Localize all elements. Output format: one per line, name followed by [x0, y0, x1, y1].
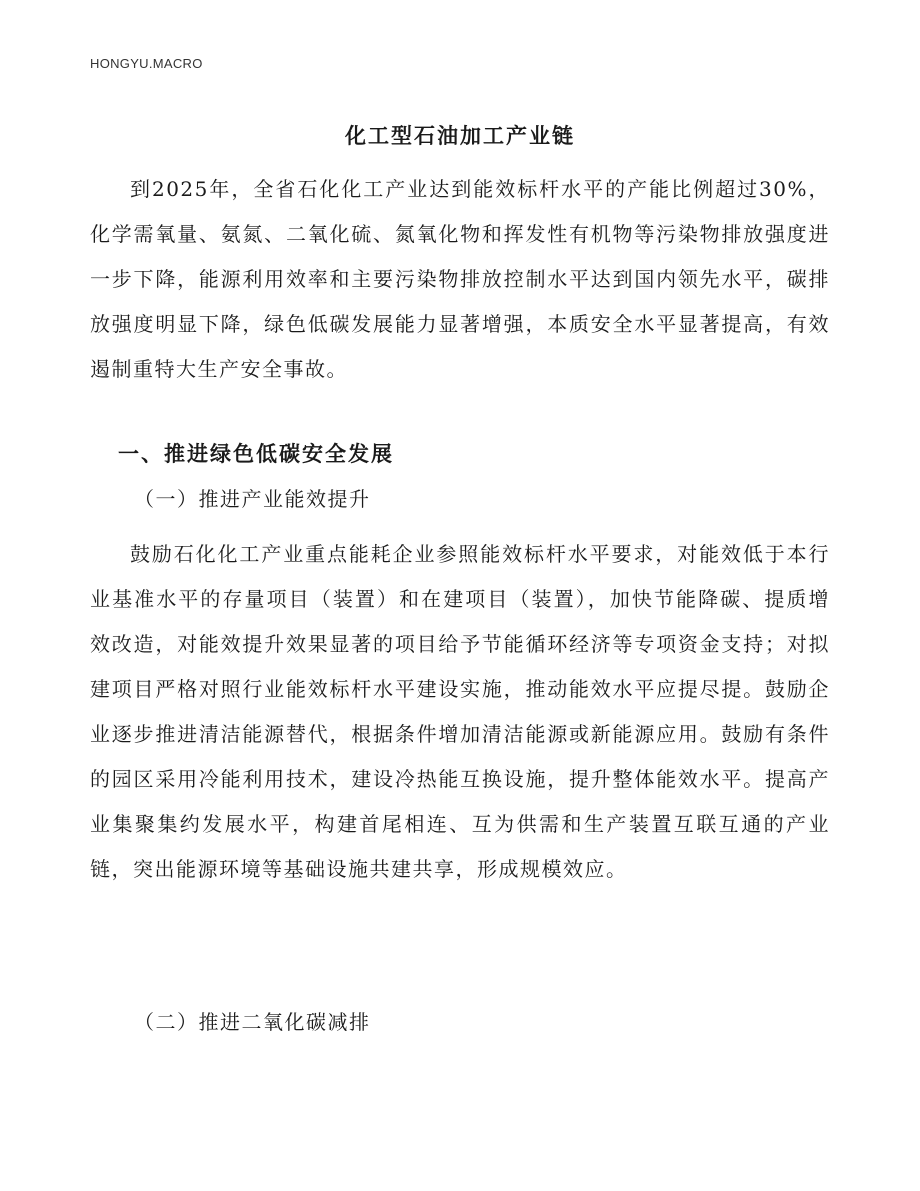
- intro-paragraph: 到2025年，全省石化化工产业达到能效标杆水平的产能比例超过30%，化学需氧量、氨氮、二氧化硫、氮氧化物和挥发性有机物等污染物排放强度进一步下降，能源利用效率和主要污染物排放控制水平达到国内领先水平，碳排放强度明显下降，绿色低碳发展能力显著增强，本质安全水平显著提高，有效遏制重特大生产安全事故。: [90, 177, 830, 381]
- section-heading: 一、推进绿色低碳安全发展: [118, 441, 394, 466]
- document-title: 化工型石油加工产业链: [345, 123, 575, 148]
- subsection-heading-2: （二）推进二氧化碳减排: [134, 1010, 371, 1034]
- subsection-body-1: 鼓励石化化工产业重点能耗企业参照能效标杆水平要求，对能效低于本行业基准水平的存量项目（装置）和在建项目（装置），加快节能降碳、提质增效改造，对能效提升效果显著的项目给予节能循环经济等专项资金支持；对拟建项目严格对照行业能效标杆水平建设实施，推动能效水平应提尽提。鼓励企业逐步推进清洁能源替代，根据条件增加清洁能源或新能源应用。鼓励有条件的园区采用冷能利用技术，建设冷热能互换设施，提升整体能效水平。提高产业集聚集约发展水平，构建首尾相连、互为供需和生产装置互联互通的产业链，突出能源环境等基础设施共建共享，形成规模效应。: [90, 542, 830, 881]
- subsection-heading-1: （一）推进产业能效提升: [134, 487, 371, 511]
- header-watermark: HONGYU.MACRO: [90, 56, 203, 71]
